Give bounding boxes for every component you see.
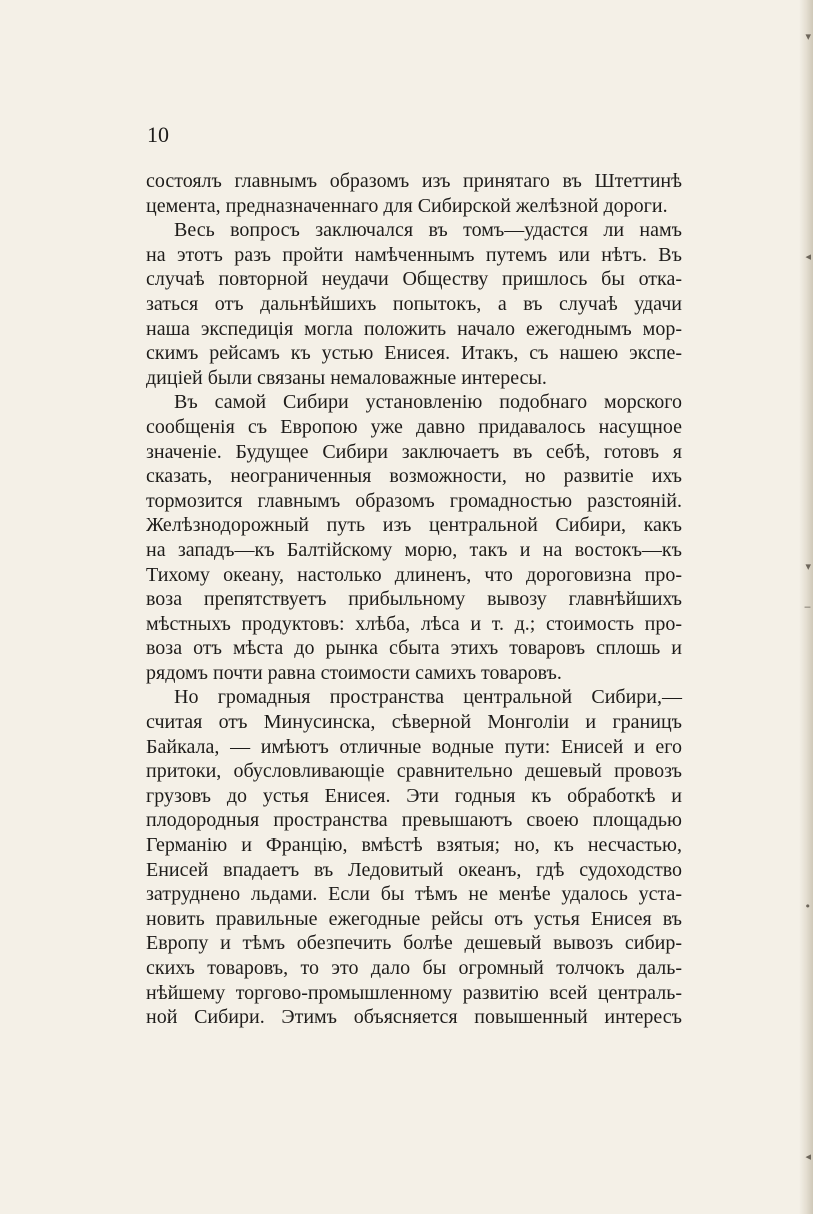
text-line: цемента, предназначеннаго для Сибирской желѣзной дороги. — [146, 194, 668, 217]
text-line: рядомъ почти равна стоимости самихъ товаровъ. — [146, 661, 562, 684]
text-line: на этотъ разъ пройти намѣченнымъ путемъ или нѣтъ. Въ — [146, 243, 682, 266]
paragraph-start-line: Въ самой Сибири установленію подобнаго морского — [174, 391, 682, 414]
text-line: нѣйшему торгово-промышленному развитію всей централь- — [146, 981, 682, 1004]
text-line: притоки, обусловливающіе сравнительно дешевый провозъ — [146, 760, 682, 783]
paragraph-start-line: Весь вопросъ заключался въ томъ—удастся ли намъ — [174, 219, 682, 242]
text-line: затруднено льдами. Если бы тѣмъ не менѣе удалось уста- — [146, 883, 682, 906]
text-line: Европу и тѣмъ обезпечить болѣе дешевый вывозъ сибир- — [146, 932, 682, 955]
text-line: сообщенія съ Европою уже давно придавалось насущное — [146, 415, 682, 438]
text-line: воза препятствуетъ прибыльному вывозу главнѣйшихъ — [146, 588, 682, 611]
text-line: скимъ рейсамъ къ устью Енисея. Итакъ, съ нашею экспе- — [146, 342, 682, 365]
text-line: считая отъ Минусинска, сѣверной Монголіи и границъ — [146, 711, 682, 734]
text-line: значеніе. Будущее Сибири заключаетъ въ себѣ, готовъ я — [146, 440, 682, 463]
text-line: случаѣ повторной неудачи Обществу пришлось бы отка- — [146, 268, 682, 291]
edge-mark-icon: ◂ — [805, 1150, 811, 1163]
text-line: тормозится главнымъ образомъ громадностью разстояній. — [146, 489, 682, 512]
text-line: плодородныя пространства превышаютъ своею площадью — [146, 809, 682, 832]
text-line: Желѣзнодорожный путь изъ центральной Сибири, какъ — [146, 514, 682, 537]
text-line: сказать, неограниченныя возможности, но развитіе ихъ — [146, 465, 682, 488]
body-text — [146, 169, 682, 1030]
edge-mark-icon: ▾ — [805, 30, 811, 43]
text-line: ной Сибири. Этимъ объясняется повышенный интересъ — [146, 1006, 682, 1029]
text-line: заться отъ дальнѣйшихъ попытокъ, а въ случаѣ удачи — [146, 292, 682, 315]
edge-mark-icon: ▾ — [805, 560, 811, 573]
text-line: мѣстныхъ продуктовъ: хлѣба, лѣса и т. д.; стоимость про- — [146, 612, 682, 635]
text-line: на западъ—къ Балтійскому морю, такъ и на востокъ—къ — [146, 538, 682, 561]
text-line: скихъ товаровъ, то это дало бы огромный толчокъ даль- — [146, 957, 682, 979]
text-line: новить правильные ежегодные рейсы отъ устья Енисея въ — [146, 907, 682, 930]
text-line: Байкала, — имѣютъ отличные водные пути: Енисей и его — [146, 735, 682, 758]
text-line: Тихому океану, настолько длиненъ, что дороговизна про- — [146, 563, 682, 586]
edge-mark-icon: ◂ — [805, 250, 811, 263]
text-line: грузовъ до устья Енисея. Эти годныя къ обработкѣ и — [146, 784, 682, 807]
text-line: воза отъ мѣста до рынка сбыта этихъ товаровъ сплошь и — [146, 637, 682, 660]
text-line: наша экспедиція могла положить начало ежегоднымъ мор- — [146, 317, 682, 340]
text-line: Германію и Францію, вмѣстѣ взятыя; но, къ несчастью, — [146, 834, 682, 857]
edge-mark-icon: ‒ — [804, 600, 811, 613]
page-number: 10 — [147, 122, 169, 147]
text-line: диціей были связаны немаловажные интересы. — [146, 366, 547, 389]
text-line: Енисей впадаетъ въ Ледовитый океанъ, гдѣ судоходство — [146, 858, 682, 881]
edge-mark-icon: • — [804, 900, 811, 913]
text-line: состоялъ главнымъ образомъ изъ принятаго въ Штеттинѣ — [146, 170, 682, 192]
paragraph-start-line: Но громадныя пространства центральной Сибири,— — [174, 686, 682, 709]
